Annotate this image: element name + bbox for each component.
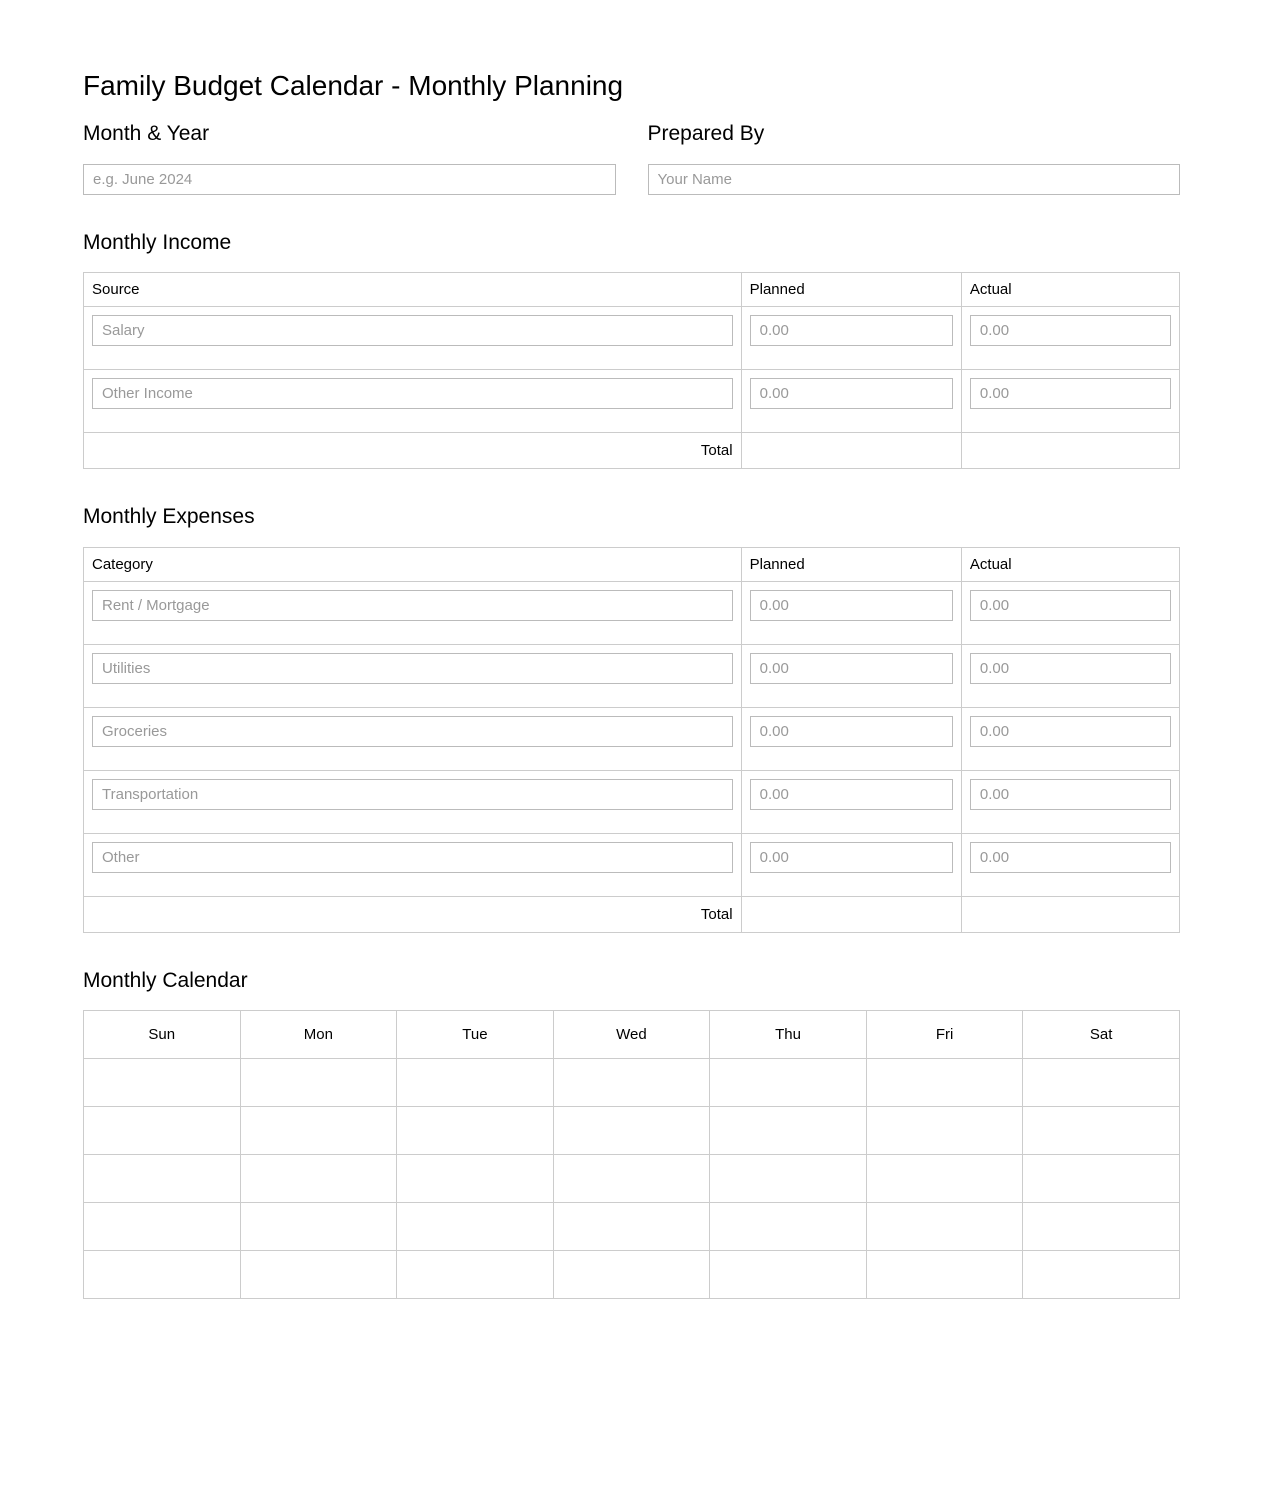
income-col-planned: Planned	[741, 273, 961, 307]
calendar-cell	[553, 1250, 710, 1298]
expense-transportation-category-cell	[84, 770, 742, 833]
calendar-day-sat: Sat	[1023, 1010, 1180, 1058]
expense-transportation-planned-cell	[741, 770, 961, 833]
expense-rent-planned-cell	[741, 581, 961, 644]
prepared-by-field-group	[648, 122, 1181, 195]
page-title: Family Budget Calendar - Monthly Planning	[83, 70, 624, 101]
expense-other-category-input[interactable]	[92, 842, 733, 873]
calendar-week-row	[84, 1154, 1180, 1202]
income-total-row	[84, 433, 1180, 469]
expense-utilities-category-cell	[84, 644, 742, 707]
page-container	[83, 0, 1180, 1299]
expense-row-rent	[84, 581, 1180, 644]
calendar-cell	[84, 1154, 241, 1202]
calendar-table	[83, 1010, 1180, 1299]
calendar-cell	[866, 1202, 1023, 1250]
expense-transportation-actual-cell	[961, 770, 1179, 833]
expense-utilities-planned-cell	[741, 644, 961, 707]
calendar-cell	[240, 1058, 397, 1106]
calendar-cell	[240, 1250, 397, 1298]
calendar-cell	[866, 1106, 1023, 1154]
calendar-cell	[866, 1058, 1023, 1106]
expense-utilities-category-input[interactable]	[92, 653, 733, 684]
calendar-cell	[710, 1106, 867, 1154]
income-salary-source-input[interactable]	[92, 315, 733, 346]
calendar-week-row	[84, 1250, 1180, 1298]
expense-transportation-actual-input[interactable]	[970, 779, 1171, 810]
expense-rent-actual-cell	[961, 581, 1179, 644]
top-fields-row	[83, 122, 1180, 195]
expense-utilities-planned-input[interactable]	[750, 653, 953, 684]
income-salary-source-cell	[84, 307, 742, 370]
calendar-cell	[397, 1106, 554, 1154]
calendar-day-thu: Thu	[710, 1010, 867, 1058]
expense-rent-planned-input[interactable]	[750, 590, 953, 621]
income-heading: Monthly Income	[83, 231, 232, 255]
income-row-salary	[84, 307, 1180, 370]
expenses-col-actual: Actual	[961, 547, 1179, 581]
calendar-cell	[1023, 1250, 1180, 1298]
expense-transportation-category-input[interactable]	[92, 779, 733, 810]
income-header-row	[84, 273, 1180, 307]
calendar-week-row	[84, 1202, 1180, 1250]
calendar-cell	[866, 1154, 1023, 1202]
calendar-cell	[84, 1202, 241, 1250]
calendar-cell	[710, 1250, 867, 1298]
calendar-cell	[397, 1250, 554, 1298]
calendar-day-tue: Tue	[397, 1010, 554, 1058]
income-total-actual-value	[961, 433, 1179, 469]
income-other-source-cell	[84, 370, 742, 433]
expense-rent-category-cell	[84, 581, 742, 644]
calendar-cell	[553, 1154, 710, 1202]
calendar-cell	[84, 1058, 241, 1106]
expenses-header-row	[84, 547, 1180, 581]
expenses-col-category: Category	[84, 547, 742, 581]
calendar-day-fri: Fri	[866, 1010, 1023, 1058]
calendar-cell	[84, 1250, 241, 1298]
expense-transportation-planned-input[interactable]	[750, 779, 953, 810]
expenses-heading: Monthly Expenses	[83, 505, 255, 529]
calendar-cell	[397, 1202, 554, 1250]
expenses-total-label: Total	[84, 896, 742, 932]
income-other-planned-input[interactable]	[750, 378, 953, 409]
expense-row-transportation	[84, 770, 1180, 833]
expense-rent-category-input[interactable]	[92, 590, 733, 621]
expense-other-category-cell	[84, 833, 742, 896]
expenses-table	[83, 547, 1180, 933]
calendar-heading: Monthly Calendar	[83, 968, 248, 992]
month-year-input[interactable]	[83, 164, 616, 195]
calendar-day-wed: Wed	[553, 1010, 710, 1058]
calendar-cell	[1023, 1202, 1180, 1250]
calendar-cell	[397, 1154, 554, 1202]
expenses-total-planned-value	[741, 896, 961, 932]
expense-row-groceries	[84, 707, 1180, 770]
expense-other-actual-cell	[961, 833, 1179, 896]
calendar-cell	[553, 1202, 710, 1250]
calendar-week-row	[84, 1106, 1180, 1154]
income-salary-planned-input[interactable]	[750, 315, 953, 346]
income-table	[83, 272, 1180, 469]
calendar-cell	[866, 1250, 1023, 1298]
month-year-label: Month & Year	[83, 122, 210, 146]
expense-groceries-actual-input[interactable]	[970, 716, 1171, 747]
calendar-day-sun: Sun	[84, 1010, 241, 1058]
expenses-col-planned: Planned	[741, 547, 961, 581]
income-row-other	[84, 370, 1180, 433]
calendar-header-row	[84, 1010, 1180, 1058]
prepared-by-label: Prepared By	[647, 122, 765, 146]
income-total-planned-value	[741, 433, 961, 469]
income-salary-actual-input[interactable]	[970, 315, 1171, 346]
calendar-cell	[240, 1106, 397, 1154]
expense-utilities-actual-cell	[961, 644, 1179, 707]
month-year-field-group	[83, 122, 616, 195]
income-total-label: Total	[84, 433, 742, 469]
calendar-cell	[240, 1154, 397, 1202]
calendar-cell	[1023, 1106, 1180, 1154]
expense-other-planned-cell	[741, 833, 961, 896]
expense-other-planned-input[interactable]	[750, 842, 953, 873]
income-other-source-input[interactable]	[92, 378, 733, 409]
expense-rent-actual-input[interactable]	[970, 590, 1171, 621]
expenses-total-actual-value	[961, 896, 1179, 932]
expense-groceries-planned-input[interactable]	[750, 716, 953, 747]
expense-row-other	[84, 833, 1180, 896]
prepared-by-input[interactable]	[648, 164, 1181, 195]
calendar-cell	[1023, 1154, 1180, 1202]
income-other-actual-input[interactable]	[970, 378, 1171, 409]
expenses-total-row	[84, 896, 1180, 932]
expense-groceries-actual-cell	[961, 707, 1179, 770]
income-col-actual: Actual	[961, 273, 1179, 307]
income-other-planned-cell	[741, 370, 961, 433]
calendar-cell	[84, 1106, 241, 1154]
income-other-actual-cell	[961, 370, 1179, 433]
calendar-cell	[397, 1058, 554, 1106]
calendar-cell	[710, 1154, 867, 1202]
expense-groceries-category-input[interactable]	[92, 716, 733, 747]
calendar-day-mon: Mon	[240, 1010, 397, 1058]
income-salary-actual-cell	[961, 307, 1179, 370]
calendar-cell	[710, 1058, 867, 1106]
expense-groceries-planned-cell	[741, 707, 961, 770]
calendar-cell	[553, 1106, 710, 1154]
expense-other-actual-input[interactable]	[970, 842, 1171, 873]
expense-utilities-actual-input[interactable]	[970, 653, 1171, 684]
calendar-cell	[710, 1202, 867, 1250]
calendar-cell	[1023, 1058, 1180, 1106]
calendar-cell	[553, 1058, 710, 1106]
expense-row-utilities	[84, 644, 1180, 707]
expense-groceries-category-cell	[84, 707, 742, 770]
income-col-source: Source	[84, 273, 742, 307]
calendar-cell	[240, 1202, 397, 1250]
calendar-week-row	[84, 1058, 1180, 1106]
income-salary-planned-cell	[741, 307, 961, 370]
